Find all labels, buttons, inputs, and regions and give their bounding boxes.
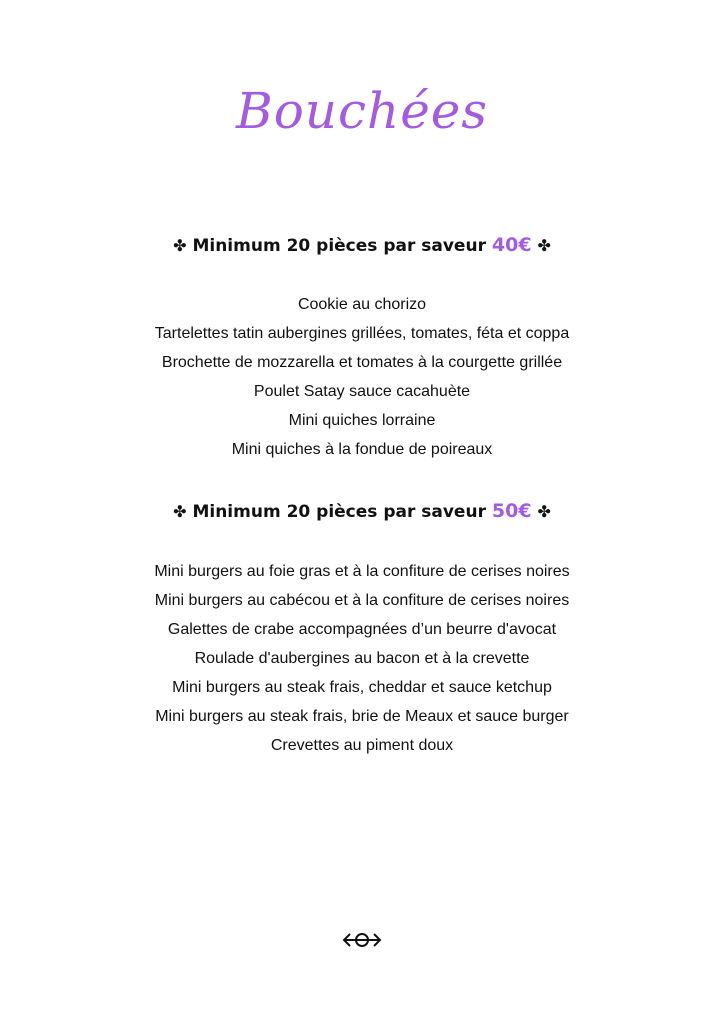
- clover-icon: ✤: [173, 502, 187, 521]
- page-title: Bouchées: [235, 82, 489, 140]
- list-item: Brochette de mozzarella et tomates à la courgette grillée: [161, 354, 563, 371]
- items-list-50: [0, 557, 724, 760]
- section-heading-text: Minimum 20 pièces par saveur: [192, 236, 486, 256]
- list-item: Roulade d'aubergines au bacon et à la crevette: [194, 650, 530, 667]
- list-item: Mini quiches lorraine: [288, 412, 436, 429]
- list-item: Galettes de crabe accompagnées d’un beurre d'avocat: [167, 621, 557, 638]
- list-item: Mini quiches à la fondue de poireaux: [231, 441, 493, 458]
- section-heading-text: Minimum 20 pièces par saveur: [192, 502, 486, 522]
- list-item: Mini burgers au cabécou et à la confiture de cerises noires: [154, 592, 570, 609]
- clover-icon: ✤: [173, 236, 187, 255]
- list-item: Poulet Satay sauce cacahuète: [253, 383, 471, 400]
- section-heading-50: [0, 500, 724, 522]
- items-list-40: [0, 290, 724, 464]
- list-item: Mini burgers au steak frais, cheddar et sauce ketchup: [172, 679, 552, 696]
- list-item: Mini burgers au steak frais, brie de Meaux et sauce burger: [155, 708, 569, 725]
- clover-icon: ✤: [537, 502, 551, 521]
- section-price: 50€: [491, 500, 532, 522]
- list-item: Mini burgers au foie gras et à la confiture de cerises noires: [154, 563, 570, 580]
- list-item: Cookie au chorizo: [297, 296, 427, 313]
- list-item: Tartelettes tatin aubergines grillées, tomates, féta et coppa: [154, 325, 570, 342]
- clover-icon: ✤: [537, 236, 551, 255]
- flourish-icon: [0, 930, 724, 955]
- section-heading-40: [0, 234, 724, 256]
- list-item: Crevettes au piment doux: [270, 737, 454, 754]
- section-price: 40€: [491, 234, 532, 256]
